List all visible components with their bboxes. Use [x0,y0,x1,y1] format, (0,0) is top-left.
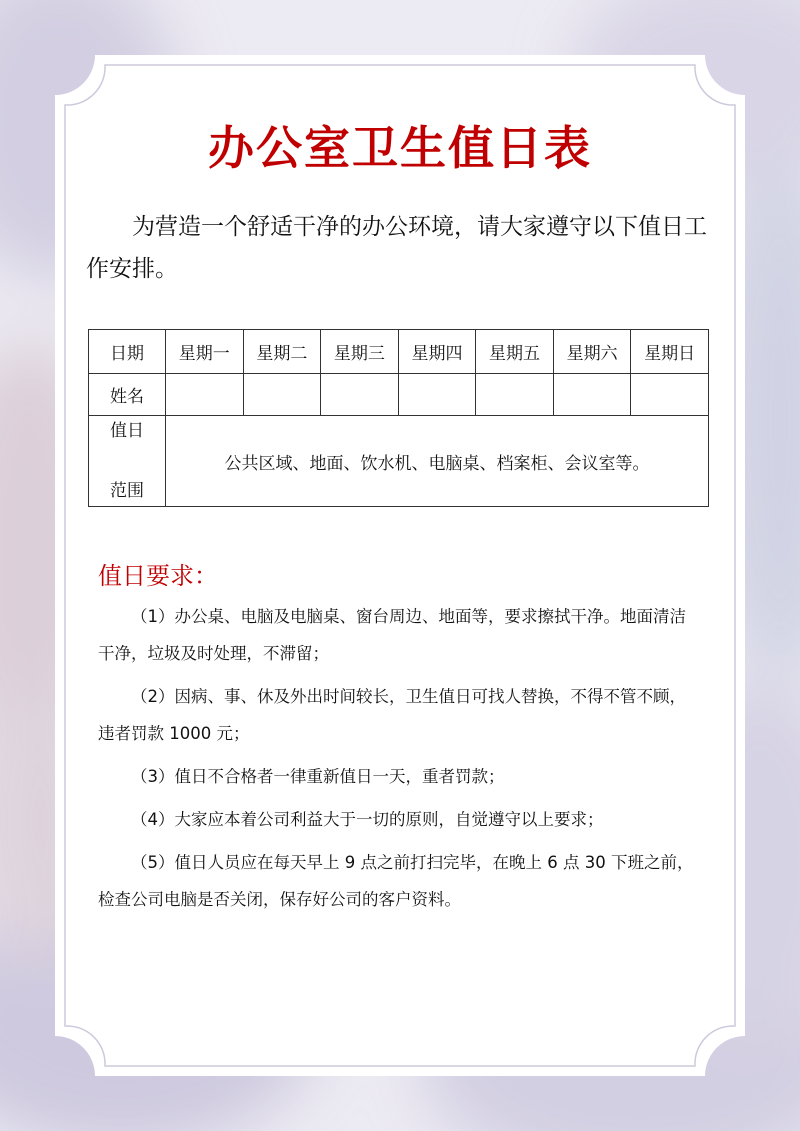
name-cell [553,374,631,416]
day-cell: 星期二 [243,330,321,374]
name-cell [398,374,476,416]
requirement-item: （4）大家应本着公司利益大于一切的原则，自觉遵守以上要求； [131,810,604,829]
scope-label-line2: 范围 [110,481,144,501]
day-cell: 星期六 [553,330,631,374]
duty-table [88,329,709,507]
scope-value-cell: 公共区域、地面、饮水机、电脑桌、档案柜、会议室等。 [166,416,709,507]
requirement-item: （3）值日不合格者一律重新值日一天，重者罚款； [131,767,505,786]
table-row-scope [89,416,709,507]
table-row-dates [89,330,709,374]
day-cell: 星期一 [166,330,244,374]
name-cell [321,374,399,416]
day-cell: 星期四 [398,330,476,374]
scope-label-cell [89,416,166,507]
requirements-title: 值日要求： [98,562,218,590]
requirement-item: （5）值日人员应在每天早上 9 点之前打扫完毕，在晚上 6 点 30 下班之前，检查公司电脑是否关闭，保存好公司的客户资料。 [98,853,694,909]
page-title: 办公室卫生值日表 [208,121,592,175]
day-cell: 星期三 [321,330,399,374]
day-cell: 星期日 [631,330,709,374]
date-label-cell: 日期 [89,330,166,374]
name-label-cell: 姓名 [89,374,166,416]
requirements-list [98,598,698,924]
name-cell [166,374,244,416]
name-cell [631,374,709,416]
day-cell: 星期五 [476,330,554,374]
table-row-names [89,374,709,416]
scope-label-line1: 值日 [110,421,144,441]
name-cell [243,374,321,416]
name-cell [476,374,554,416]
requirement-item: （1）办公桌、电脑及电脑桌、窗台周边、地面等，要求擦拭干净。地面清洁干净，垃圾及时处理，不滞留； [98,607,686,663]
intro-paragraph: 为营造一个舒适干净的办公环境，请大家遵守以下值日工作安排。 [86,214,707,282]
requirement-item: （2）因病、事、休及外出时间较长，卫生值日可找人替换，不得不管不顾，违者罚款 1000 元； [98,687,686,743]
